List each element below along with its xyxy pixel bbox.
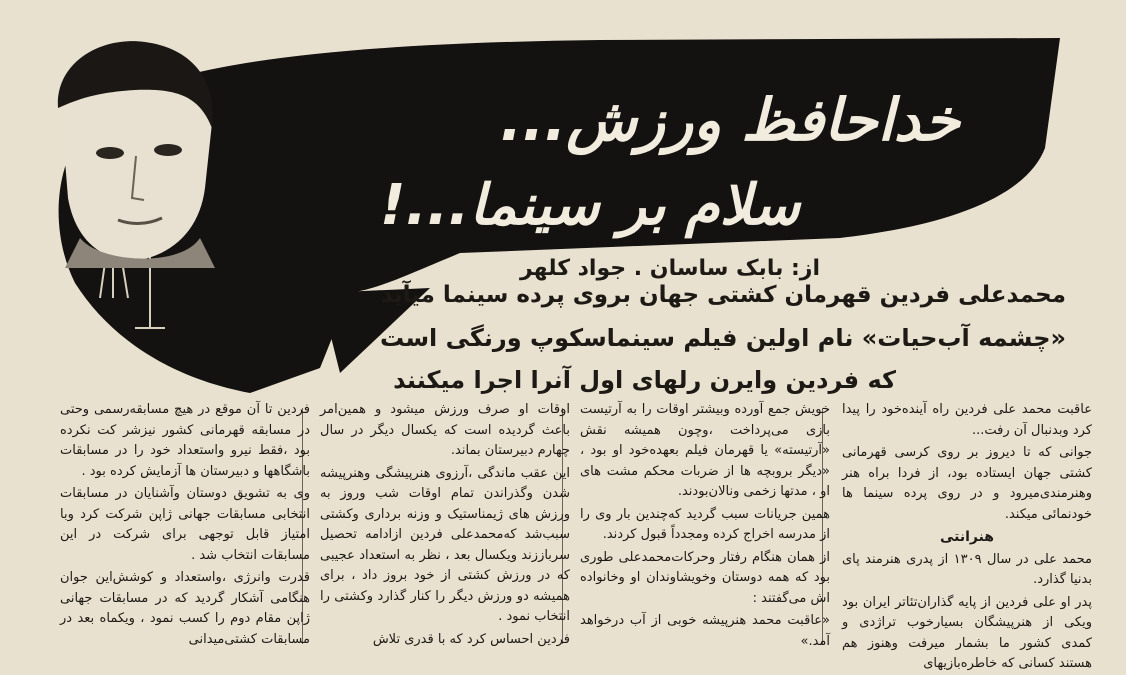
paragraph: فردین تا آن موقع در هیچ مسابقه‌رسمی وحتی در مسابقه قهرمانی کشور نیزشر کت نکرده بود ،فقط نیرو واستعداد خود را در مسابقات باشگاهها و دبیرستان ها آزمایش کرده بود . [60,402,310,479]
paragraph: وی به تشویق دوستان وآشنایان در مسابقات انتخابی مسابقات جهانی ژاپن شرکت کرد وبا امتیاز قابل توجهی برای شرکت در این مسابقات انتخاب شد . [60,486,310,563]
paragraph: از همان هنگام رفتار وحرکات‌محمدعلی طوری بود که همه دوستان وخویشاوندان او وخانواده اش می‌گفتند : [580,549,830,606]
paragraph: عاقبت محمد علی فردین راه آینده‌خود را پیدا کرد وبدنبال آن رفت... [842,402,1092,438]
portrait-photo [40,38,220,268]
headline-title-line1: خداحافظ ورزش... [500,86,960,154]
paragraph: محمد علی در سال ۱۳۰۹ از پدری هنرمند پای بدنیا گذارد. [842,551,1092,587]
headline-title-line2: سلام بر سینما...! [380,173,800,238]
paragraph: فردین احساس کرد که با قدری تلاش [372,631,570,647]
byline: از: بابک ساسان . جواد کلهر [520,256,820,281]
section-heading: هنرانتی [939,529,995,545]
paragraph: «عاقبت محمد هنرپیشه خوبی از آب درخواهد آمد.» [580,613,830,649]
column-3 [320,400,570,650]
paragraph: قدرت وانرژی ،واستعداد و کوشش‌این جوان هنگامی آشکار گردید که در مسابقات جهانی ژاپن مقام دوم را کسب نمود ، ویکماه بعد در مسابقات کشتی‌میدانی [60,570,310,647]
paragraph: جوانی که تا دیروز بر روی کرسی قهرمانی کشتی جهان ایستاده بود، از فردا براه هنر وهنرمندی‌میرود و در روی پرده سینما ها خودنمائی میکند. [842,445,1092,522]
subheadline-3: که فردین وایرن رلهای اول آنرا اجرا میکنند [393,366,896,394]
column-4 [60,400,310,650]
subheadline-1: محمدعلی فردین قهرمان کشتی جهان بروی پرده سینما میآید [380,282,1066,308]
column-1 [842,400,1092,671]
column-2 [580,400,830,650]
article-columns [60,400,1092,671]
paragraph: این عقب ماندگی ،آرزوی هنرپیشگی وهنرپیشه شدن وگذراندن تمام اوقات شب وروز به ورزش های ژیمناستیک و وزنه برداری وکشتی سبب‌شد که‌محمدعلی فردین ازادامه تحصیل سرباززند ویکسال بعد ، نظر به استعداد عجیبی که در ورزش کشتی از خود بروز داد ، برای همیشه دو ورزش دیگر را کنار گذارد وکشتی را انتخاب نمود . [320,465,570,624]
paragraph: همین جریانات سبب گردید که‌چندین بار وی را از مدرسه اخراج کرده ومجدداً قبول کردند. [580,506,830,542]
paragraph: پدر او علی فردین از پایه گذاران‌تئاتر ایران بود ویکی از هنرپیشگان بسیارخوب تراژدی و کمدی کشور ما بشمار میرفت وهنوز هم هستند کسانی که خاطره‌بازیهای [842,594,1092,671]
paragraph: اوقات او صرف ورزش میشود و همین‌امر باعث گردیده است که یکسال دیگر در سال چهارم دبیرستان بماند. [320,402,570,458]
subheadline-2: «چشمه آب‌حیات» نام اولین فیلم سینماسکوپ ورنگی است [380,324,1066,352]
paragraph: خویش جمع آورده وبیشتر اوقات را به آرتیست بازی می‌پرداخت ،وچون همیشه نقش «آرتیسته» یا قهرمان فیلم بعهده‌خود او بود ، «دیگر بروبچه ها از ضربات محکم مشت های او ، مدتها زخمی ونالان‌بودند. [580,402,830,499]
